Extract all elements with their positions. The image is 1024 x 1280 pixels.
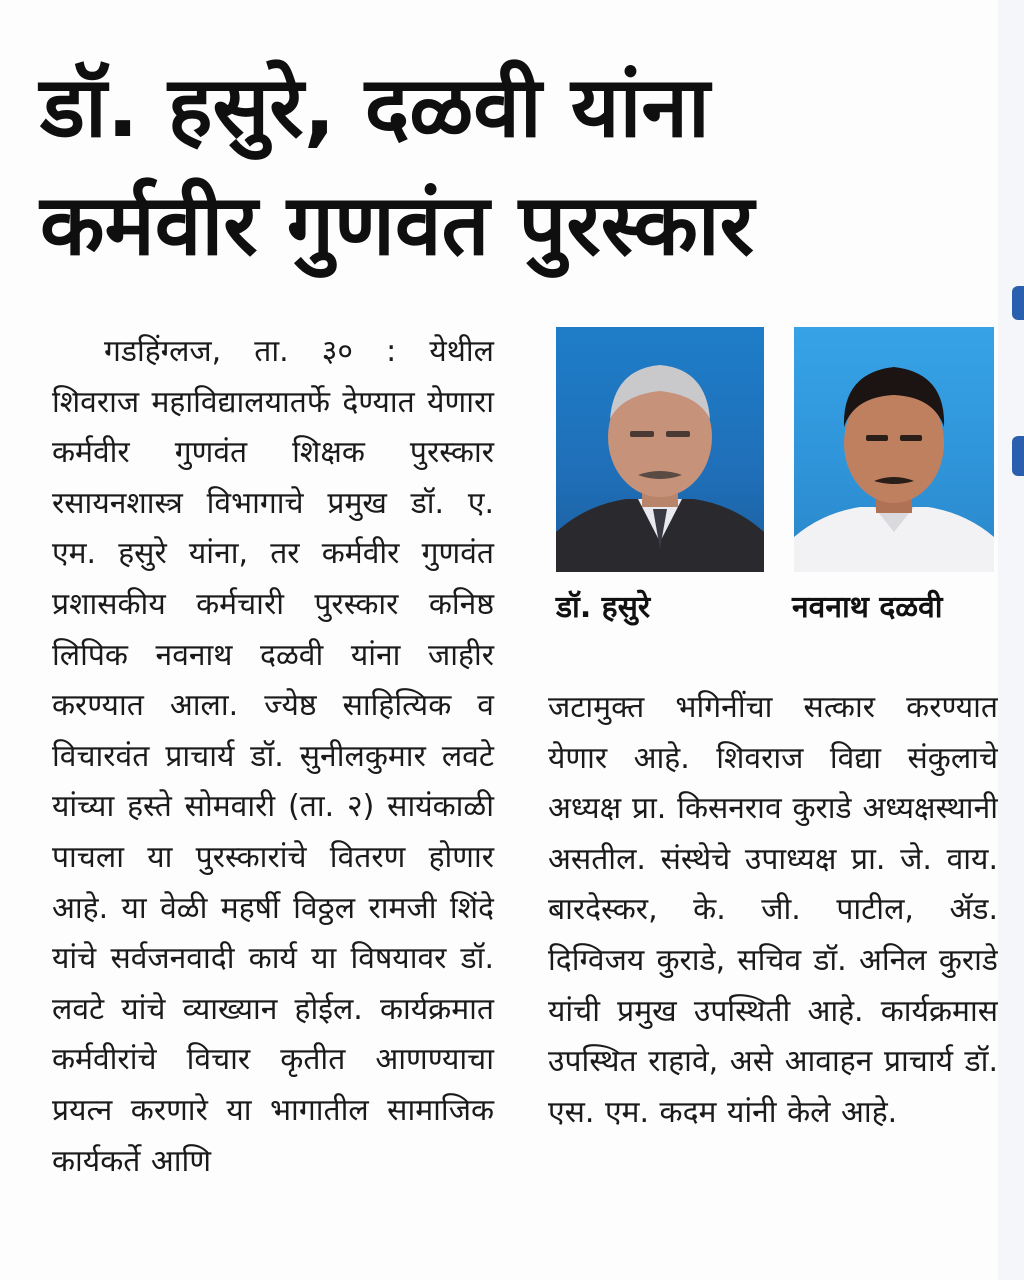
portrait-photo-dalvi <box>794 327 994 572</box>
article-left-column <box>52 327 494 1187</box>
page-edge-strip <box>998 0 1024 1280</box>
photo-caption-hasure: डॉ. हसुरे <box>556 590 651 625</box>
portrait-photo-hasure <box>556 327 764 572</box>
photo-caption-dalvi: नवनाथ दळवी <box>792 590 943 625</box>
edge-mark-upper <box>1012 286 1024 320</box>
portrait-dalvi-image <box>794 327 994 572</box>
article-body-right: जटामुक्त भगिनींचा सत्कार करण्यात येणार आहे. शिवराज विद्या संकुलाचे अध्यक्ष प्रा. किसनराव कुराडे अध्यक्षस्थानी असतील. संस्थेचे उपाध्यक्ष प्रा. जे. वाय. बारदेस्कर, के. जी. पाटील, ॲड. दिग्विजय कुराडे, सचिव डॉ. अनिल कुराडे यांची प्रमुख उपस्थिती आहे. कार्यक्रमास उपस्थित राहावे, असे आवाहन प्राचार्य डॉ. एस. एम. कदम यांनी केले आहे. <box>548 690 998 1130</box>
headline-line-1: डॉ. हसुरे, दळवी यांना <box>40 58 710 156</box>
article-body-left: गडहिंग्लज, ता. ३० : येथील शिवराज महाविद्यालयातर्फे देण्यात येणारा कर्मवीर गुणवंत शिक्षक पुरस्कार रसायनशास्त्र विभागाचे प्रमुख डॉ. ए. एम. हसुरे यांना, तर कर्मवीर गुणवंत प्रशासकीय कर्मचारी पुरस्कार कनिष्ठ लिपिक नवनाथ दळवी यांना जाहीर करण्यात आला. ज्येष्ठ साहित्यिक व विचारवंत प्राचार्य डॉ. सुनीलकुमार लवटे यांच्या हस्ते सोमवारी (ता. २) सायंकाळी पाचला या पुरस्कारांचे वितरण होणार आहे. या वेळी महर्षी विठ्ठल रामजी शिंदे यांचे सर्वजनवादी कार्य या विषयावर डॉ. लवटे यांचे व्याख्यान होईल. कार्यक्रमात कर्मवीरांचे विचार कृतीत आणण्याचा प्रयत्न करणारे या भागातील सामाजिक कार्यकर्ते आणि <box>52 334 494 1179</box>
portrait-hasure-image <box>556 327 764 572</box>
headline <box>40 48 980 284</box>
headline-line-2: कर्मवीर गुणवंत पुरस्कार <box>40 176 755 274</box>
edge-mark-lower <box>1012 436 1024 476</box>
article-right-column <box>548 683 998 1138</box>
